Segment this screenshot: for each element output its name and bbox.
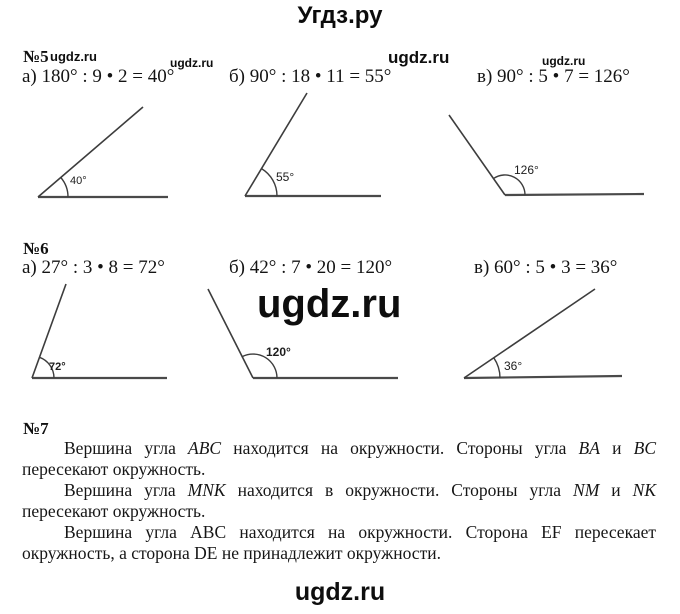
- angle-value-label-6a: 72°: [49, 361, 66, 373]
- p7-text-line: пересекают окружность.: [22, 501, 206, 521]
- problem-7-text: [22, 438, 656, 564]
- angle-value-label-5a: 40°: [70, 175, 87, 187]
- p5-formula-2: в) 90° : 5 • 7 = 126°: [477, 66, 630, 87]
- angle-value-label-6c: 36°: [504, 359, 523, 373]
- angle-diagram-5b: [245, 93, 381, 196]
- site-title: Угдз.ру: [297, 2, 383, 29]
- p6-formula-0: а) 27° : 3 • 8 = 72°: [22, 257, 165, 278]
- angle-arc: [262, 169, 278, 196]
- problem-6-label: №6: [23, 239, 49, 258]
- p6-formula-1: б) 42° : 7 • 20 = 120°: [229, 257, 393, 278]
- angle-value-label-6b: 120°: [266, 345, 291, 359]
- watermark: ugdz.ru: [542, 54, 586, 68]
- watermark: ugdz.ru: [50, 49, 97, 64]
- p7-text-line: окружность, а сторона DE не принадлежит окружности.: [22, 543, 441, 563]
- p7-text-line: Вершина угла ABC находится на окружности. Стороны угла BA и BC: [64, 438, 656, 458]
- angle-arc: [494, 358, 500, 378]
- angle-arc: [61, 178, 68, 198]
- angle-diagram-5a: [38, 107, 168, 197]
- footer-watermark: ugdz.ru: [294, 578, 386, 606]
- watermark: ugdz.ru: [388, 48, 450, 67]
- problem-5-label: №5: [23, 47, 49, 66]
- problem-7-label: №7: [23, 419, 49, 438]
- angle-value-label-5b: 55°: [276, 170, 295, 184]
- p7-text-line: Вершина угла АВС находится на окружности. Сторона EF пересекает: [64, 522, 656, 542]
- watermark: ugdz.ru: [170, 56, 214, 70]
- watermark: ugdz.ru: [257, 282, 402, 326]
- angle-diagram-5c: [449, 115, 644, 195]
- p5-formula-1: б) 90° : 18 • 11 = 55°: [229, 66, 392, 87]
- p5-formula-0: а) 180° : 9 • 2 = 40°: [22, 66, 175, 87]
- p6-formula-2: в) 60° : 5 • 3 = 36°: [474, 257, 618, 278]
- angle-diagram-6b: [208, 289, 398, 378]
- p7-text-line: Вершина угла MNK находится в окружности. Стороны угла NM и NK: [64, 480, 656, 500]
- p7-text-line: пересекают окружность.: [22, 459, 206, 479]
- angle-value-label-5c: 126°: [514, 163, 539, 177]
- angle-diagram-6c: [464, 289, 622, 378]
